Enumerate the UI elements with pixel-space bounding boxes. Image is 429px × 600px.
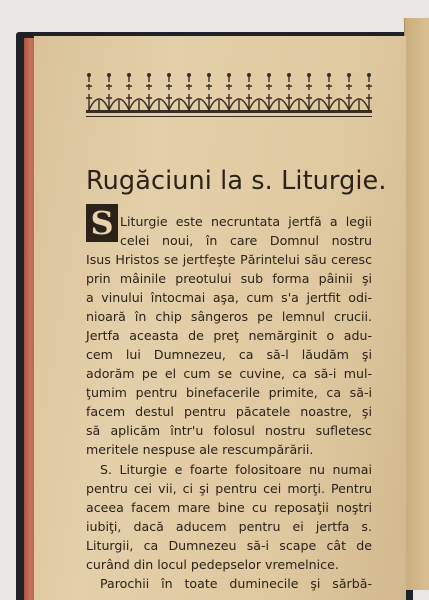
facing-page bbox=[404, 18, 429, 590]
text-line: iubiţi, dacă aducem pentru ei jertfa s. bbox=[86, 519, 372, 534]
text-line: Isus Hristos se jertfeşte Părintelui său ceresc bbox=[86, 252, 372, 267]
text-line: ţumim pentru binefacerile primite, ca să-i bbox=[86, 385, 372, 400]
text-line: Liturgie este necruntata jertfă a legii bbox=[120, 214, 372, 229]
text-line: aceea facem mare bine cu reposaţii noştri bbox=[86, 500, 372, 515]
text-line: să aplicăm într'u folosul nostru sufletesc bbox=[86, 423, 372, 438]
page-title: Rugăciuni la s. Liturgie. bbox=[86, 166, 387, 196]
text-line: a vinului întocmai aşa, cum s'a jertfit odi- bbox=[86, 290, 372, 305]
text-line: adorăm pe el cum se cuvine, ca să-i mul- bbox=[86, 366, 372, 381]
text-line: cem lui Dumnezeu, ca să-l lăudăm şi bbox=[86, 347, 372, 362]
text-line: Liturgii, ca Dumnezeu să-i scape cât de bbox=[86, 538, 372, 553]
text-line: curând din locul pedepselor vremelnice. bbox=[86, 557, 339, 572]
text-line: S. Liturgie e foarte folositoare nu numai bbox=[100, 462, 372, 477]
text-line: Jertfa aceasta de preţ nemărginit o adu- bbox=[86, 328, 372, 343]
text-line: nioară în chip sângeros pe lemnul crucii. bbox=[86, 309, 372, 324]
text-line: facem destul pentru păcatele noastre, şi bbox=[86, 404, 372, 419]
text-line: celei noui, în care Domnul nostru bbox=[120, 233, 372, 248]
text-line: meritele nespuse ale rescumpărării. bbox=[86, 442, 314, 457]
text-line: Parochii în toate duminecile şi sărbă- bbox=[100, 576, 372, 591]
text-line: pentru cei vii, ci şi pentru cei morţi. Pentru bbox=[86, 481, 372, 496]
text-line: prin mâinile preotului sub forma pâinii şi bbox=[86, 271, 372, 286]
drop-cap: S bbox=[86, 204, 118, 242]
ornamental-border-icon bbox=[86, 70, 372, 122]
